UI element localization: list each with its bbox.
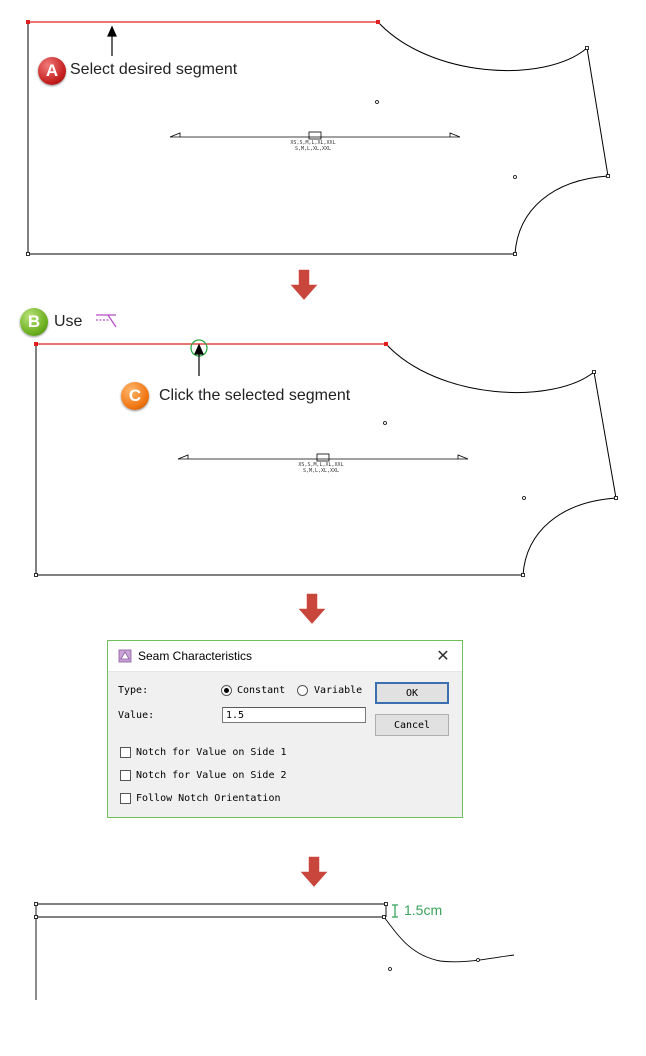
size-range-label: XS,S,M,L,XL,XXL [298, 462, 344, 468]
radio-variable-label: Variable [314, 685, 363, 696]
step-b-label: Use [54, 313, 83, 330]
size-range-label: XS,S,M,L,XL,XXL [290, 140, 336, 146]
value-label: Value: [118, 710, 155, 721]
close-icon[interactable]: ✕ [436, 646, 450, 665]
seam-allowance-indicator [392, 905, 398, 917]
step-badge-a: A [38, 57, 66, 85]
cancel-button[interactable]: Cancel [375, 714, 449, 736]
type-label: Type: [118, 685, 149, 696]
step-badge-c: C [121, 382, 149, 410]
size-range-label: S,M,L,XL,XXL [302, 468, 340, 474]
step-a-label: Select desired segment [70, 61, 238, 78]
step-badge-b: B [20, 308, 48, 336]
notch-side2-label: Notch for Value on Side 2 [136, 770, 287, 781]
notch-side1-label: Notch for Value on Side 1 [136, 747, 287, 758]
radio-constant-label: Constant [237, 685, 286, 696]
size-range-label: S,M,L,XL,XXL [294, 146, 332, 152]
follow-notch-label: Follow Notch Orientation [136, 793, 281, 804]
seam-allowance-label: 1.5cm [404, 902, 443, 918]
ok-button[interactable]: OK [375, 682, 449, 704]
step-c-label: Click the selected segment [159, 387, 351, 404]
dialog-title: Seam Characteristics [138, 649, 253, 663]
